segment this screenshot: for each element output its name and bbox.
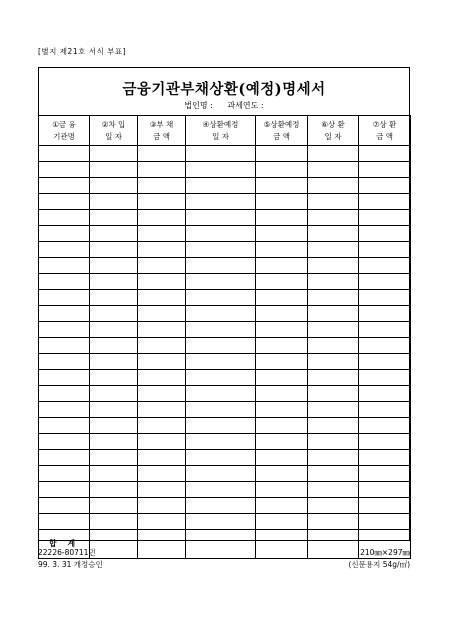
entry-cell[interactable] bbox=[138, 386, 186, 402]
total-cell[interactable] bbox=[90, 530, 138, 559]
total-label: 합 계 bbox=[48, 539, 80, 548]
column-header-repay-date: ⑥상 환 일 자 bbox=[308, 116, 359, 146]
entry-cell[interactable] bbox=[186, 514, 256, 530]
entry-cell[interactable] bbox=[308, 194, 359, 210]
entry-cell[interactable] bbox=[308, 210, 359, 226]
entry-cell[interactable] bbox=[90, 386, 138, 402]
entry-cell[interactable] bbox=[308, 226, 359, 242]
entry-cell[interactable] bbox=[39, 514, 90, 530]
entry-cell[interactable] bbox=[359, 322, 411, 338]
entry-cell[interactable] bbox=[186, 354, 256, 370]
entry-cell[interactable] bbox=[359, 450, 411, 466]
form-frame bbox=[38, 67, 410, 548]
entry-cell[interactable] bbox=[39, 178, 90, 194]
entry-cell[interactable] bbox=[359, 210, 411, 226]
entry-cell[interactable] bbox=[359, 162, 411, 178]
entry-cell[interactable] bbox=[39, 370, 90, 386]
table-row bbox=[39, 290, 411, 306]
entry-cell[interactable] bbox=[256, 418, 308, 434]
entry-cell[interactable] bbox=[39, 258, 90, 274]
entry-cell[interactable] bbox=[359, 258, 411, 274]
entry-cell[interactable] bbox=[90, 242, 138, 258]
entry-cell[interactable] bbox=[256, 290, 308, 306]
entry-cell[interactable] bbox=[138, 482, 186, 498]
entry-cell[interactable] bbox=[138, 498, 186, 514]
entry-cell[interactable] bbox=[90, 178, 138, 194]
entry-cell[interactable] bbox=[256, 514, 308, 530]
total-cell[interactable] bbox=[308, 530, 359, 559]
entry-cell[interactable] bbox=[186, 338, 256, 354]
table-row bbox=[39, 466, 411, 482]
table-row bbox=[39, 370, 411, 386]
entry-cell[interactable] bbox=[138, 338, 186, 354]
entry-cell[interactable] bbox=[359, 354, 411, 370]
entry-cell[interactable] bbox=[359, 418, 411, 434]
entry-cell[interactable] bbox=[186, 162, 256, 178]
entry-cell[interactable] bbox=[90, 274, 138, 290]
entry-cell[interactable] bbox=[90, 482, 138, 498]
entry-cell[interactable] bbox=[186, 434, 256, 450]
entry-cell[interactable] bbox=[256, 162, 308, 178]
entry-cell[interactable] bbox=[39, 146, 90, 162]
entry-cell[interactable] bbox=[186, 322, 256, 338]
table-row bbox=[39, 146, 411, 162]
column-header-repay-amount: ⑦상 환 금 액 bbox=[359, 116, 411, 146]
entry-cell[interactable] bbox=[39, 402, 90, 418]
entry-cell[interactable] bbox=[39, 226, 90, 242]
entry-cell[interactable] bbox=[186, 242, 256, 258]
entry-cell[interactable] bbox=[256, 146, 308, 162]
header-fields bbox=[39, 100, 409, 111]
entry-cell[interactable] bbox=[308, 242, 359, 258]
entry-cell[interactable] bbox=[90, 418, 138, 434]
corp-name-label: 법인명 : bbox=[184, 101, 213, 110]
entry-cell[interactable] bbox=[186, 466, 256, 482]
entry-cell[interactable] bbox=[39, 306, 90, 322]
entry-cell[interactable] bbox=[138, 226, 186, 242]
entry-cell[interactable] bbox=[90, 290, 138, 306]
entry-cell[interactable] bbox=[39, 194, 90, 210]
entry-cell[interactable] bbox=[256, 274, 308, 290]
column-header-borrow-date: ②차 입 일 자 bbox=[90, 116, 138, 146]
entry-cell[interactable] bbox=[256, 482, 308, 498]
approval-note: 99. 3. 31 개정승인 bbox=[38, 560, 103, 569]
entry-cell[interactable] bbox=[138, 450, 186, 466]
entry-cell[interactable] bbox=[256, 354, 308, 370]
entry-cell[interactable] bbox=[308, 306, 359, 322]
column-header-debt-amount: ③부 채 금 액 bbox=[138, 116, 186, 146]
table-row bbox=[39, 498, 411, 514]
entry-cell[interactable] bbox=[186, 178, 256, 194]
entry-cell[interactable] bbox=[186, 210, 256, 226]
entry-cell[interactable] bbox=[90, 466, 138, 482]
table-row bbox=[39, 482, 411, 498]
entry-cell[interactable] bbox=[39, 162, 90, 178]
entry-cell[interactable] bbox=[186, 418, 256, 434]
entry-cell[interactable] bbox=[359, 306, 411, 322]
table-row bbox=[39, 514, 411, 530]
entry-cell[interactable] bbox=[90, 210, 138, 226]
column-header-institution: ①금 융 기관명 bbox=[39, 116, 90, 146]
entry-cell[interactable] bbox=[138, 322, 186, 338]
entry-cell[interactable] bbox=[186, 306, 256, 322]
entry-cell[interactable] bbox=[39, 466, 90, 482]
entry-cell[interactable] bbox=[90, 354, 138, 370]
column-header-planned-amount: ⑤상환예정 금 액 bbox=[256, 116, 308, 146]
entry-cell[interactable] bbox=[256, 178, 308, 194]
entry-cell[interactable] bbox=[308, 434, 359, 450]
entry-cell[interactable] bbox=[138, 434, 186, 450]
entry-cell[interactable] bbox=[359, 226, 411, 242]
entry-cell[interactable] bbox=[308, 386, 359, 402]
entry-cell[interactable] bbox=[90, 402, 138, 418]
total-cell[interactable] bbox=[256, 530, 308, 559]
entry-cell[interactable] bbox=[308, 162, 359, 178]
entry-cell[interactable] bbox=[359, 290, 411, 306]
entry-cell[interactable] bbox=[256, 466, 308, 482]
entry-cell[interactable] bbox=[186, 274, 256, 290]
table-header-row bbox=[39, 116, 411, 146]
entry-cell[interactable] bbox=[308, 514, 359, 530]
entry-cell[interactable] bbox=[256, 242, 308, 258]
form-title: 금융기관부채상환(예정)명세서 bbox=[122, 81, 326, 98]
entry-cell[interactable] bbox=[90, 498, 138, 514]
entry-cell[interactable] bbox=[138, 258, 186, 274]
entry-cell[interactable] bbox=[256, 402, 308, 418]
table-row bbox=[39, 434, 411, 450]
entry-cell[interactable] bbox=[39, 418, 90, 434]
entry-cell[interactable] bbox=[359, 498, 411, 514]
form-code: 22226-80711민 bbox=[38, 548, 96, 557]
entry-cell[interactable] bbox=[138, 514, 186, 530]
form-number-label: [별지 제21호 서식 부표] bbox=[38, 47, 127, 56]
entry-cell[interactable] bbox=[256, 370, 308, 386]
entry-cell[interactable] bbox=[308, 274, 359, 290]
entry-cell[interactable] bbox=[90, 306, 138, 322]
entry-cell[interactable] bbox=[138, 194, 186, 210]
entry-cell[interactable] bbox=[186, 450, 256, 466]
table-row bbox=[39, 450, 411, 466]
entry-cell[interactable] bbox=[186, 290, 256, 306]
tax-year-label: 과세연도 : bbox=[227, 101, 264, 110]
entry-cell[interactable] bbox=[90, 434, 138, 450]
entry-cell[interactable] bbox=[39, 242, 90, 258]
entry-cell[interactable] bbox=[39, 274, 90, 290]
entry-cell[interactable] bbox=[308, 370, 359, 386]
entry-cell[interactable] bbox=[256, 338, 308, 354]
total-cell[interactable] bbox=[138, 530, 186, 559]
table-row bbox=[39, 210, 411, 226]
paper-spec: (신문용지 54g/㎡) bbox=[348, 560, 410, 569]
entry-cell[interactable] bbox=[256, 322, 308, 338]
entry-cell[interactable] bbox=[359, 242, 411, 258]
total-cell[interactable] bbox=[186, 530, 256, 559]
entry-cell[interactable] bbox=[359, 434, 411, 450]
entry-cell[interactable] bbox=[359, 146, 411, 162]
entry-cell[interactable] bbox=[90, 258, 138, 274]
column-header-planned-date: ④상환예정 일 자 bbox=[186, 116, 256, 146]
table-row bbox=[39, 226, 411, 242]
entry-cell[interactable] bbox=[308, 450, 359, 466]
entry-cell[interactable] bbox=[138, 210, 186, 226]
entry-cell[interactable] bbox=[359, 402, 411, 418]
entry-cell[interactable] bbox=[359, 466, 411, 482]
entry-cell[interactable] bbox=[359, 338, 411, 354]
entry-cell[interactable] bbox=[138, 290, 186, 306]
entry-cell[interactable] bbox=[359, 514, 411, 530]
table-row bbox=[39, 338, 411, 354]
table-row bbox=[39, 178, 411, 194]
entry-cell[interactable] bbox=[186, 258, 256, 274]
entry-cell[interactable] bbox=[308, 402, 359, 418]
entry-cell[interactable] bbox=[308, 354, 359, 370]
entry-cell[interactable] bbox=[39, 386, 90, 402]
entry-cell[interactable] bbox=[308, 322, 359, 338]
entry-cell[interactable] bbox=[186, 498, 256, 514]
entry-cell[interactable] bbox=[90, 162, 138, 178]
repayment-table bbox=[38, 115, 411, 559]
entry-cell[interactable] bbox=[359, 386, 411, 402]
entry-cell[interactable] bbox=[138, 242, 186, 258]
entry-cell[interactable] bbox=[359, 370, 411, 386]
entry-cell[interactable] bbox=[138, 274, 186, 290]
table-row bbox=[39, 242, 411, 258]
entry-cell[interactable] bbox=[186, 146, 256, 162]
entry-cell[interactable] bbox=[90, 370, 138, 386]
entry-cell[interactable] bbox=[308, 498, 359, 514]
entry-cell[interactable] bbox=[138, 402, 186, 418]
entry-cell[interactable] bbox=[39, 450, 90, 466]
entry-cell[interactable] bbox=[256, 194, 308, 210]
entry-cell[interactable] bbox=[359, 482, 411, 498]
entry-cell[interactable] bbox=[256, 210, 308, 226]
entry-cell[interactable] bbox=[90, 514, 138, 530]
entry-cell[interactable] bbox=[308, 146, 359, 162]
entry-cell[interactable] bbox=[39, 482, 90, 498]
entry-cell[interactable] bbox=[256, 386, 308, 402]
entry-cell[interactable] bbox=[39, 498, 90, 514]
entry-cell[interactable] bbox=[90, 194, 138, 210]
paper-size: 210㎜×297㎜ bbox=[360, 548, 410, 557]
entry-cell[interactable] bbox=[138, 146, 186, 162]
entry-cell[interactable] bbox=[186, 226, 256, 242]
entry-cell[interactable] bbox=[90, 450, 138, 466]
entry-cell[interactable] bbox=[256, 258, 308, 274]
entry-cell[interactable] bbox=[359, 274, 411, 290]
table-row bbox=[39, 402, 411, 418]
entry-cell[interactable] bbox=[138, 162, 186, 178]
entry-cell[interactable] bbox=[39, 322, 90, 338]
table-row bbox=[39, 274, 411, 290]
entry-cell[interactable] bbox=[90, 226, 138, 242]
entry-cell[interactable] bbox=[308, 178, 359, 194]
entry-cell[interactable] bbox=[308, 418, 359, 434]
table-row bbox=[39, 354, 411, 370]
entry-cell[interactable] bbox=[39, 354, 90, 370]
entry-cell[interactable] bbox=[138, 370, 186, 386]
entry-cell[interactable] bbox=[186, 370, 256, 386]
entry-cell[interactable] bbox=[186, 386, 256, 402]
entry-cell[interactable] bbox=[138, 466, 186, 482]
entry-cell[interactable] bbox=[359, 194, 411, 210]
entry-cell[interactable] bbox=[90, 322, 138, 338]
table-row bbox=[39, 162, 411, 178]
entry-cell[interactable] bbox=[308, 466, 359, 482]
entry-cell[interactable] bbox=[90, 338, 138, 354]
entry-cell[interactable] bbox=[308, 482, 359, 498]
table-row bbox=[39, 322, 411, 338]
entry-cell[interactable] bbox=[256, 498, 308, 514]
entry-cell[interactable] bbox=[138, 418, 186, 434]
table-row bbox=[39, 386, 411, 402]
entry-cell[interactable] bbox=[39, 210, 90, 226]
table-row bbox=[39, 418, 411, 434]
entry-cell[interactable] bbox=[359, 178, 411, 194]
entry-cell[interactable] bbox=[138, 178, 186, 194]
table-row bbox=[39, 258, 411, 274]
entry-cell[interactable] bbox=[138, 354, 186, 370]
entry-cell[interactable] bbox=[39, 338, 90, 354]
entry-cell[interactable] bbox=[308, 258, 359, 274]
entry-cell[interactable] bbox=[256, 226, 308, 242]
entry-cell[interactable] bbox=[308, 290, 359, 306]
table-row bbox=[39, 306, 411, 322]
entry-cell[interactable] bbox=[256, 306, 308, 322]
table-row bbox=[39, 194, 411, 210]
entry-cell[interactable] bbox=[186, 194, 256, 210]
entry-cell[interactable] bbox=[186, 482, 256, 498]
entry-cell[interactable] bbox=[138, 306, 186, 322]
entry-cell[interactable] bbox=[256, 434, 308, 450]
entry-cell[interactable] bbox=[308, 338, 359, 354]
entry-cell[interactable] bbox=[39, 290, 90, 306]
entry-cell[interactable] bbox=[90, 146, 138, 162]
entry-cell[interactable] bbox=[256, 450, 308, 466]
entry-cell[interactable] bbox=[39, 434, 90, 450]
entry-cell[interactable] bbox=[186, 402, 256, 418]
